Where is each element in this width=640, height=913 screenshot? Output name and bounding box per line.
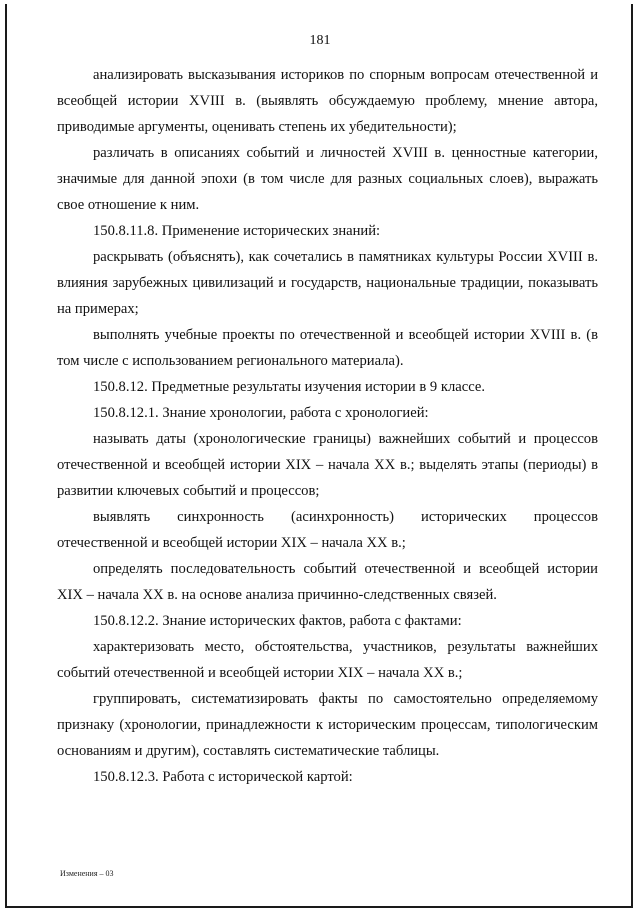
footer-note: Изменения – 03 bbox=[60, 869, 114, 878]
paragraph: выполнять учебные проекты по отечественной и всеобщей истории XVIII в. (в том числе с использованием регионального материала). bbox=[57, 327, 598, 369]
paragraph-heading: 150.8.12.3. Работа с исторической картой: bbox=[93, 769, 353, 785]
paragraph-heading: 150.8.12.1. Знание хронологии, работа с хронологией: bbox=[93, 405, 429, 421]
paragraph: раскрывать (объяснять), как сочетались в памятниках культуры России XVIII в. влияния зарубежных цивилизаций и государств, национальные традиции, показывать на примерах; bbox=[57, 249, 598, 317]
paragraph-heading: 150.8.11.8. Применение исторических знаний: bbox=[93, 223, 381, 239]
paragraph: называть даты (хронологические границы) важнейших событий и процессов отечественной и всеобщей истории XIX – начала XX в.; выделять этапы (периоды) в развитии ключевых событий и процессов; bbox=[57, 431, 598, 499]
paragraph: анализировать высказывания историков по спорным вопросам отечественной и всеобщей истории XVIII в. (выявлять обсуждаемую проблему, мнение автора, приводимые аргументы, оценивать степень их убедительности); bbox=[57, 67, 598, 135]
paragraph: группировать, систематизировать факты по самостоятельно определяемому признаку (хронологии, принадлежности к историческим процессам, типологическим основаниям и другим), составлять систематические таблицы. bbox=[57, 691, 598, 759]
document-body bbox=[57, 62, 598, 790]
paragraph-heading: 150.8.12.2. Знание исторических фактов, работа с фактами: bbox=[93, 613, 462, 629]
paragraph-heading: 150.8.12. Предметные результаты изучения истории в 9 классе. bbox=[93, 379, 485, 395]
paragraph: характеризовать место, обстоятельства, участников, результаты важнейших событий отечественной и всеобщей истории XIX – начала XX в.; bbox=[57, 639, 598, 681]
paragraph: выявлять синхронность (асинхронность) исторических процессов отечественной и всеобщей истории XIX – начала XX в.; bbox=[57, 509, 598, 551]
page-number: 181 bbox=[309, 33, 331, 48]
paragraph: различать в описаниях событий и личностей XVIII в. ценностные категории, значимые для данной эпохи (в том числе для разных социальных слоев), выражать свое отношение к ним. bbox=[57, 145, 598, 213]
paragraph: определять последовательность событий отечественной и всеобщей истории XIX – начала XX в. на основе анализа причинно-следственных связей. bbox=[57, 561, 598, 603]
